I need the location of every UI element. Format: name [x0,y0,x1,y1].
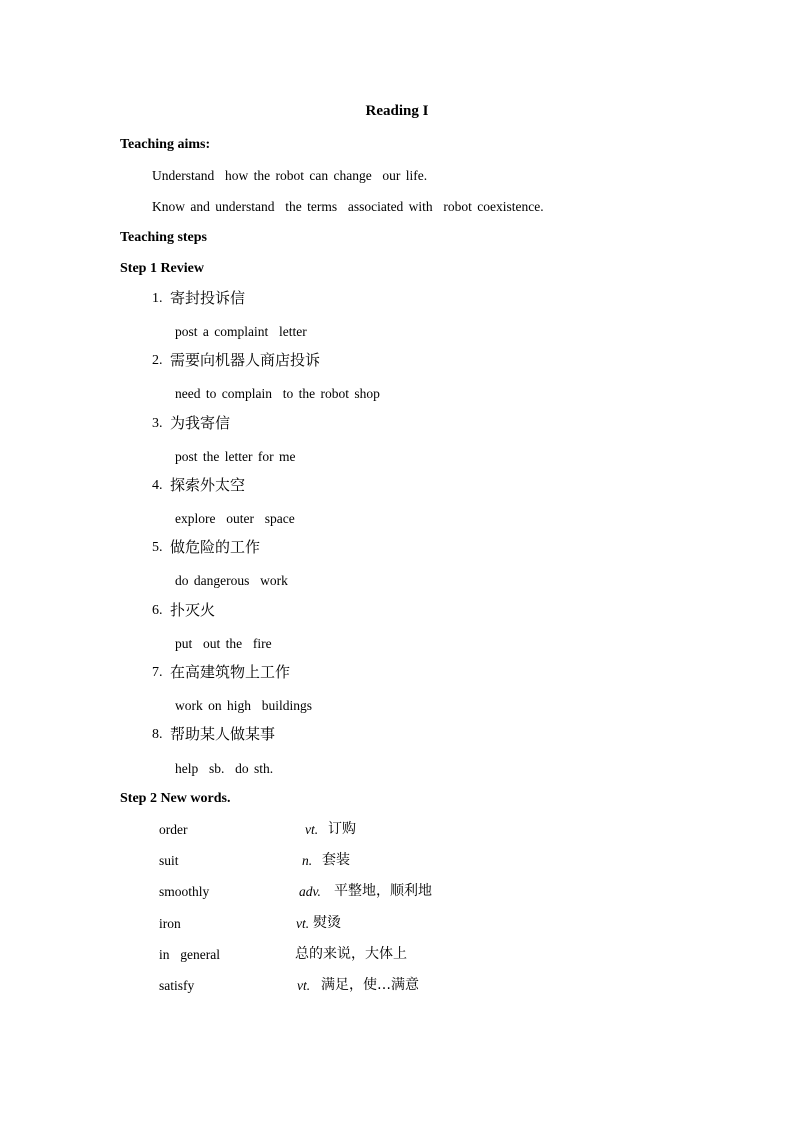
vocab-part-of-speech: vt. [297,978,311,993]
aim-item: Understand how the robot can change our life. [152,168,428,183]
review-item-english: help sb. do sth. [175,761,274,776]
teaching-aims-heading: Teaching aims: [120,137,211,152]
vocab-meaning: 套装 [322,852,350,868]
review-item-chinese: 扑灭火 [170,601,216,619]
teaching-steps-heading: Teaching steps [120,230,208,245]
vocab-word: iron [159,916,181,931]
review-item-english: work on high buildings [175,698,313,713]
vocab-part-of-speech: n. [302,853,313,868]
vocab-meaning: 熨烫 [313,915,341,931]
review-item-number: 8. [152,727,163,742]
vocab-word: satisfy [159,978,195,993]
review-item-number: 4. [152,478,163,493]
review-item-chinese: 需要向机器人商店投诉 [170,351,321,369]
review-item-english: need to complain to the robot shop [175,386,380,401]
review-item-english: put out the fire [175,636,272,651]
vocab-word: smoothly [159,884,210,899]
review-item-english: do dangerous work [175,573,288,588]
vocab-word: order [159,822,188,837]
review-item-chinese: 寄封投诉信 [170,289,246,307]
review-item-chinese: 做危险的工作 [170,538,261,556]
review-item-number: 6. [152,603,163,618]
step2-heading: Step 2 New words. [120,791,231,806]
review-item-chinese: 帮助某人做某事 [170,725,276,743]
review-item-chinese: 在高建筑物上工作 [170,663,291,681]
review-item-english: post the letter for me [175,449,296,464]
vocab-meaning: 总的来说，大体上 [295,946,407,962]
vocab-meaning: 满足，使…满意 [321,977,419,993]
review-item-number: 1. [152,291,163,306]
review-item-english: explore outer space [175,511,295,526]
page-title: Reading I [365,103,429,119]
review-item-english: post a complaint letter [175,324,307,339]
vocab-meaning: 订购 [328,821,356,837]
vocab-word: in general [159,947,220,962]
aim-item: Know and understand the terms associated with robot coexistence. [152,199,544,214]
vocab-word: suit [159,853,179,868]
step1-heading: Step 1 Review [120,261,204,276]
review-item-number: 2. [152,353,163,368]
review-item-chinese: 为我寄信 [170,414,231,432]
review-item-number: 3. [152,416,163,431]
review-item-chinese: 探索外太空 [170,476,246,494]
vocab-part-of-speech: vt. [305,822,319,837]
vocab-meaning: 平整地，顺利地 [334,883,432,899]
vocab-part-of-speech: vt. [296,916,310,931]
review-item-number: 7. [152,665,163,680]
review-item-number: 5. [152,540,163,555]
vocab-part-of-speech: adv. [299,884,321,899]
